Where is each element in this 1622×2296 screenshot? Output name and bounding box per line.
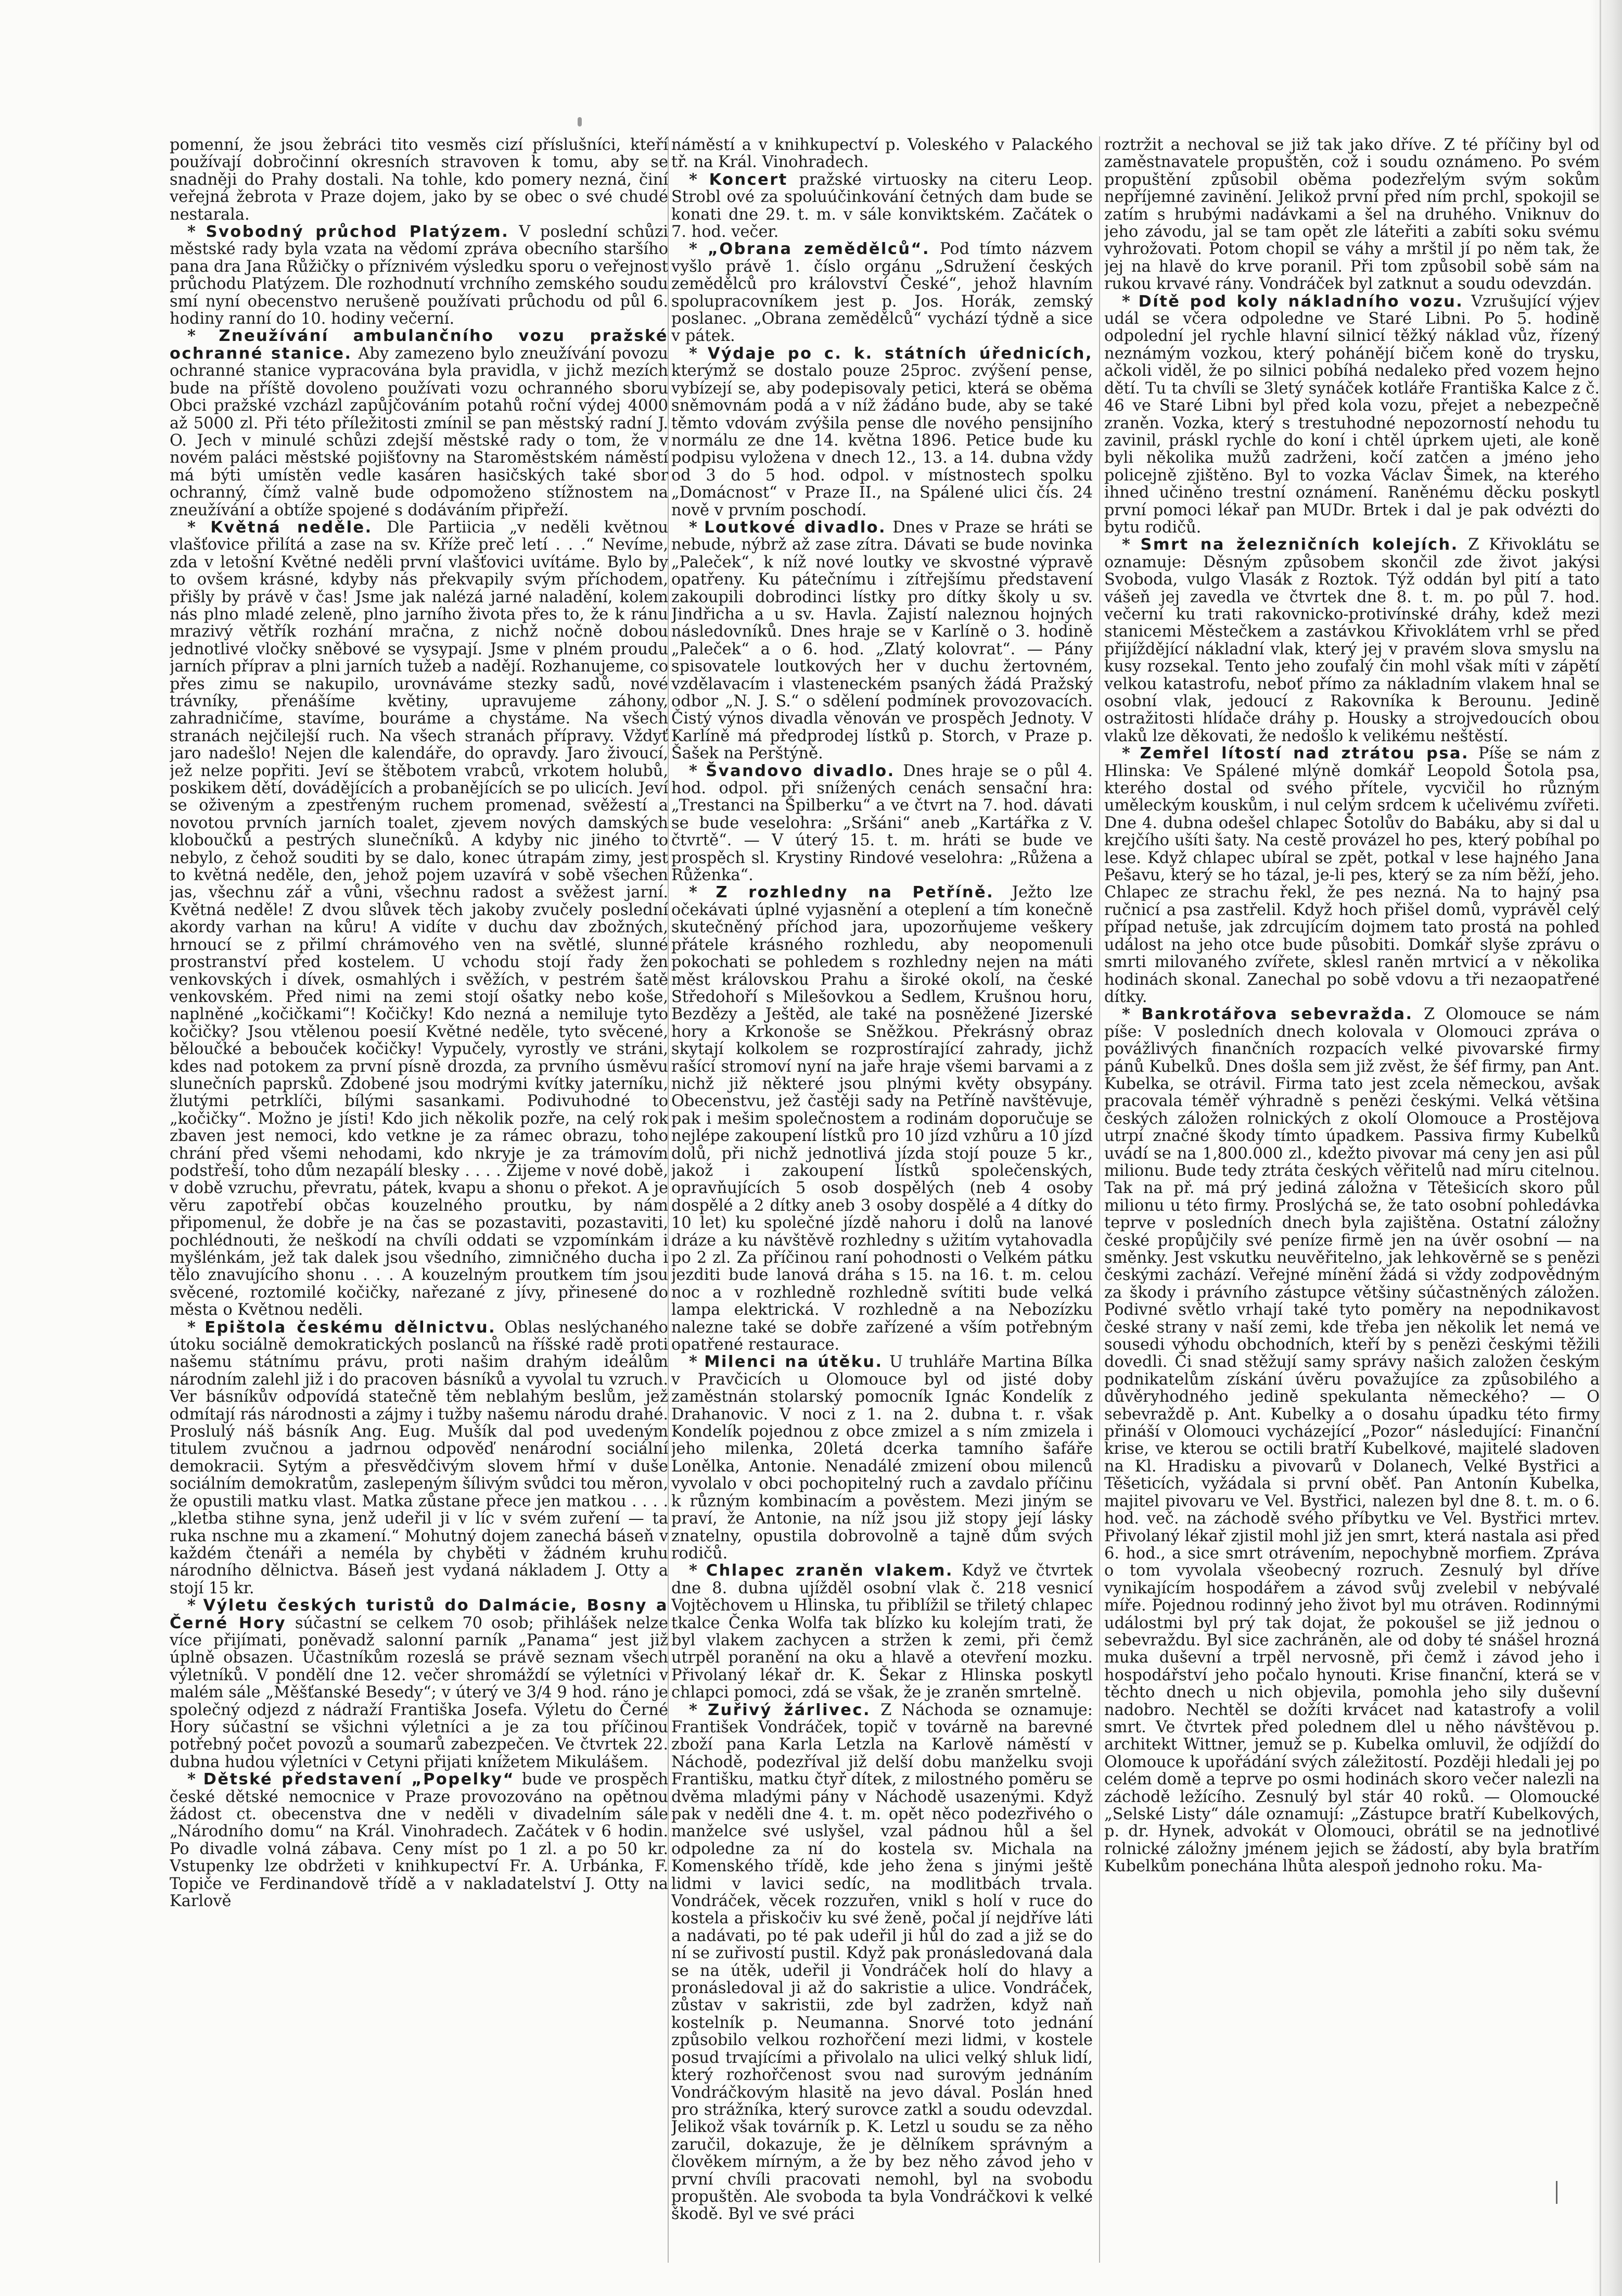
article-paragraph [170, 1319, 668, 1597]
article-paragraph [170, 327, 668, 518]
article-headline: Švandovo divadlo. [706, 762, 895, 780]
article-paragraph [671, 345, 1093, 519]
article-paragraph [671, 240, 1093, 345]
article-paragraph [671, 763, 1093, 884]
article-paragraph [170, 519, 668, 1319]
article-headline: Milenci na útěku. [704, 1353, 883, 1372]
article-bullet: * [689, 1561, 706, 1580]
article-body: Z Náchoda se oznamuje: František Vondráček, topič v továrně na barevné zboží pana Karla Letzla na Karlově náměstí v Náchodě, podezříval již delší dobu manželku svoji Františku, matku čtyř dítek, z milostného poměru se dvěma mladými pány v Náchodě usazenými. Když pak v neděli dne 4. t. m. opět něco podezřivého o manželce své uslyšel, vzal pádnou hůl a šel odpoledne za ní do kostela sv. Michala na Komenského třídě, kde jeho žena s jinými ještě lidmi v lavici sedíc, na modlitbách trvala. Vondráček, věcek rozzuřen, vnikl s holí v ruce do kostela a přiskočiv ku své ženě, počal jí nejdříve láti a nadávati, po té pak udeřil ji hůl do zad a již se do ní se zuřivostí pustil. Když pak pronásledovaná dala se na útěk, udeřil ji Vondráček holí do hlavy a pronásledoval ji až do sakristie a ulice. Vondráček, zůstav v sakristii, zde byl zadržen, když naň kostelník p. Neumanna. Snorvé toto jednání způsobilo velkou rozhořčení mezi lidmi, v kostele posud trvajícími a přivolalo na ulici velký shluk lidí, který rozhořčenost svou nad surovým jednáním Vondráčkovým hlasitě na jevo dával. Poslán hned pro strážníka, který surovce zatkl a soudu odevzdal. Jelikož však továrník p. K. Letzl u soudu se za něho zaručil, dokazuje, že je dělníkem správným a člověkem mírným, a že by bez něho závod jeho v první chvíli pracovati nemohl, byl na svobodu propuštěn. Ale svoboda ta byla Vondráčkovi k velké škodě. Byl ve své práci [671, 1701, 1093, 2224]
article-body: Z Olomouce se nám píše: V posledních dnech kolovala v Olomouci zpráva o povážlivých finančních rozpacích velké pivovarské firmy pánů Kubelků. Dnes došla sem již zvěst, že šéf firmy, pan Ant. Kubelka, se otrávil. Firma tato jest zcela německou, avšak pracovala téměř výhradně s penězi českými. Velká většina českých záložen rolnických z okolí Olomouce a Prostějova utrpí značné škody tímto úpadkem. Passiva firmy Kubelků uvádí se na 1,800.000 zl., kdežto pivovar má ceny jen asi půl milionu. Bude tedy ztráta českých věřitelů nad míru citelnou. Tak na př. má prý jediná záložna v Tětešicích skoro půl milionu u této firmy. Proslýchá se, že tato osobní pohledávka teprve v posledních dnech byla zajištěna. Ostatní záložny české propůjčily své peníze firmě jen na úvěr osobní — na směnky. Jest vskutku neuvěřitelno, jak lehkověrně se s penězi českými zachází. Veřejné mínění žádá si vždy zodpovědným za škody i právního zástupce většiny súčastněných záložen. Podivné světlo vrhají také tyto poměry na nepodnikavost české strany v naší zemi, kde třeba jen několik let nemá ve sousedi výhodu obchodních, kteří by s penězi českými těžili dovedli. Či snad stěžují samy správy našich založen českým podnikatelům získání úvěru považujíce za způsobilého a důvěryhodného jedině spekulanta německého? — O sebevraždě p. Ant. Kubelky a o dosahu úpadku této firmy přináší v Olomouci vycházející „Pozor“ následující: Finanční krise, ve kterou se octili bratří Kubelkové, majitelé sladoven na Kl. Hradisku a pivovarů v Dolanech, Velké Bystřici a Těšeticích, vyžádala si první oběť. Pan Antonín Kubelka, majitel pivovaru ve Vel. Bystřici, nalezen byl dne 8. t. m. o 6. hod. več. na záchodě svého příbytku ve Vel. Bystřici mrtev. Přivolaný lékař zjistil mohl již jen smrt, která nastala asi před 6. hod., a sice smrt otrávením, nepochybně morfiem. Zpráva o tom vyvolala všeobecný rozruch. Zesnulý byl dříve vynikajícím hospodářem a závod svůj zvelebil v nebývalé míře. Pojednou rodinný jeho život byl mu otráven. Rodinnými událostmi byl prý tak dojat, že pokoušel se již jednou o sebevraždu. Byl sice zachráněn, ale od doby té snášel hrozná muka duševní a trpěl nervosně, při čemž i závod jeho i hospodářství jeho počalo hynouti. Krise finanční, která se v těchto dnech u nich objevila, pomohla jeho sily duševní nadobro. Nechtěl se dožíti krvácet nad katastrofy a volil smrt. Ve čtvrtek před polednem dlel u něho návštěvou p. architekt Wittner, jemuž se p. Kubelka omluvil, že odjíždí do Olomouce k upořádání svých záležitostí. Později hledali jej po celém domě a teprve po osmi hodinách skoro večer nalezli na záchodě ležícího. Zesnulý byl stár 40 roků. — Olomoucké „Selské Listy“ dále oznamují: „Zástupce bratří Kubelkových, p. dr. Hynek, advokát v Olomouci, obrátil se na jednotlivé rolnické záložny jménem jejich se žádostí, aby byla bratřím Kubelkům ponechána lhůta alespoň jednoho roku. Ma- [1104, 1005, 1600, 1876]
column-1 [170, 136, 668, 2270]
article-body: súčastní se celkem 70 osob; přihlášek nelze více přijímati, poněvadž salonní parník „Panama“ jest již úplně obsazen. Účastníkům rozeslá se právě seznam všech výletníků. V pondělí dne 12. večer shromáždí se výletníci v malém sále „Měšťanské Besedy“; v úterý ve 3/4 9 hod. ráno je společný odjezd z nádraží Františka Josefa. Výletu do Černé Hory súčastní se všichni výletníci a je za tou příčinou potřebný počet povozů a soumarů zabezpečen. Ve čtvrtek 22. dubna hudou výletníci v Cetyni přijati knížetem Mikulášem. [170, 1614, 668, 1771]
article-bullet: * [689, 1700, 708, 1719]
article-body: Oblas neslýchaného útoku sociálně demokratických poslanců na říšské radě proti našemu státnímu právu, proti našim drahým ideálům národním zalehl již i do pracoven básníků a vyvolal tu vzruch. Ver básníkův odpovídá statečně těm neblahým beslům, jež odmítají rás národnosti a zájmy i tužby našemu národu drahé. Proslulý náš básník Ang. Eug. Mušík dal pod uvedeným titulem zvučnou a jadrnou odpověď nenárodní sociální demokracii. Sytým a přesvědčivým slovem hřmí v duše sociálním demokratům, zaslepeným šílivým svůdci tou měron, že opustili matku vlast. Matka zůstane přece jen matkou . . . . „kletba stihne syna, jenž udeřil ji v líc v svém zuření — ta ruka nschne mu a zkamení.“ Mohutný dojem zanechá báseň v každém čtenáři a neméla by chyběti v žádném kruhu národního dělnictva. Báseň jest vydaná nákladem J. Otty a stojí 15 kr. [170, 1318, 668, 1597]
article-body: pražské virtuosky na citeru Leop. Strobl ové za spoluúčinkování četných dam bude se konati dne 29. t. m. v sále konviktském. Začátek o 7. hod. večer. [671, 170, 1093, 242]
article-bullet: * [187, 517, 211, 537]
article-bullet: * [187, 222, 206, 242]
article-headline: Zemřel lítostí nad ztrátou psa. [1140, 744, 1470, 763]
article-body: Dle Partiicia „v neděli květnou vlašťovice přilítá a zase na sv. Kříže preč letí . . .“ Nevíme, zda v letošní Květné neděli první vlašťovici uvítáme. Bylo by to ovšem krásné, kdyby nás překvapily svým příchodem, přišly by právě v čas! Jsme jak nalézá jarné naladění, kolem nás plno mladé zeleně, plno jarního života přes to, že k ránu mrazivý větřík rozhání mračna, z nichž nočně dobou jednotlivé vločky sněbové se vysypají. Jsme v plném proudu jarních příprav a plni jarních tužeb a nadějí. Rozhanujeme, co přes zimu se nakupilo, urovnáváme stezky sadů, nové trávníky, přenášíme květiny, upravujeme záhony, zahradničíme, stavíme, bouráme a chystáme. Na všech stranách nejčilejší ruch. Na všech stranách přípravy. Vždyť jaro nadešlo! Nejen dle kalendáře, do opravdy. Jaro živoucí, jež nelze popřiti. Jeví se štěbotem vrabců, vrkotem holubů, poskikem dětí, dovádějících a probanějících se po ulicích. Jeví se oživeným a zpestřeným ruchem promenad, svěžestí a novotou prvních jarních toalet, zjevem nových damských kloboučků a pestrých slunečníků. A kdyby nic jiného to nebylo, z čehož souditi by se dalo, konec útrapám zimy, jest to květná neděle, den, jehož pojem uzavírá v sobě všechen jas, všechnu zář a vůni, všechnu radost a svěžest jarní. Květná neděle! Z dvou slůvek těch jakoby zvučely poslední akordy varhan na kůru! A vidíte v duchu dav zbožných, hrnoucí se z přilmí chrámového ven na světlé, slunné prostranství před kostelem. U vchodu stojí řady žen venkovských i dívek, osmahlých i svěžích, v pestrém šatě venkovském. Před nimi na zemi stojí ošatky nebo koše, naplněné „kočičkami“! Kočičky! Kdo nezná a nemiluje tyto kočičky? Jsou vtělenou poesií Květné neděle, tyto svěcené, běloučké a bebouček kočičky! Vypučely, vyrostly ve stráni, kdes nad potokem za první písně drozda, za prvního úsměvu slunečních paprsků. Zdobené jsou modrými kvítky jaterníku, žlutými petrklíči, bílými sasankami. Podivuhodné to „kočičky“. Možno je jísti! Kdo jich několik pozře, na celý rok zbaven jest nemoci, kdo vetkne je za rámec obrazu, toho chrání před všemi nehodami, kdo nkryje je za trámovím podstřeší, toho dům nezapálí blesky . . . . Žijeme v nové době, v době vzruchu, převratu, pátek, kvapu a shonu o překot. A je věru zapotřebí občas kouzelného proutku, by nám připomenul, že dobře je na čas se pozastaviti, pozastaviti, pochlédnouti, že neškodí na chvíli oddati se vzpomínkám i myšlénkám, jež tak dalek jsou všedního, zimničného ducha i tělo znavujícího shonu . . . A kouzelným proutkem tím jsou svěcené, roztomilé kočičky, nařezané z jívy, přinesené do města o Květnou neděli. [170, 518, 668, 1320]
article-headline: Dětské představení „Popelky“ [203, 1770, 515, 1789]
article-bullet: * [187, 1770, 203, 1789]
article-headline: Bankrotářova sebevražda. [1141, 1005, 1413, 1024]
article-body: Aby zamezeno bylo zneužívání povozu ochranné stanice vypracována byla pravidla, v jichž mezích bude na příště dovoleno používati vozu ochranného sboru Obci pražské vzcházl zapůjčováním potahů roční výdej 4000 až 5000 zl. Při této příležitosti zmínil se pan městský radní J. O. Jech v minulé schůzi zdejší městské rady o tom, že v novém paláci městské pojišťovny na Staroměstském náměstí má býti umístěn vedle kasáren hasičských také sbor ochranný, čímž valně bude odpomoženo stížnostem na zneužívání a obtíže spojené s dodáváním připřeží. [170, 344, 668, 519]
article-body: V poslední schůzi městské rady byla vzata na vědomí zpráva obecního staršího pana dra Jana Růžičky o příznivém výsledku sporu o veřejnost průchodu Platýzem. Dle rozhodnutí vrchního zemského soudu smí nyní obecenstvo nerušeně používati průchodu od půl 6. hodiny ranní do 10. hodiny večerní. [170, 223, 668, 328]
article-body: Ježto lze očekávati úplné vyjasnění a oteplení a tím konečně skutečněný příchod jara, upozorňujeme veškery přátele krásného rozhledu, aby neopomenuli pokochati se pohledem s rozhledny nejen na máti měst královskou Prahu a široké okolí, na české Středohoří s Milešovkou a Sedlem, Krušnou horu, Bezdězy a Ještěd, ale také na posněžené Jizerské hory a Krkonoše se Sněžkou. Překrásný obraz skytají kolkolem se rozprostírající zahrady, jichž rašící stromoví nyní na jaře hraje všemi barvami a z nichž již některé jsou plnými květy obsypány. Obecenstvu, jež častěji sady na Petříně navštěvuje, pak i mešim společnostem a rodinám doporučuje se nejlépe zakoupení lístků pro 10 jízd vzhůru a 10 jízd dolů, při nichž jednotlivá jízda stojí pouze 5 kr., jakož i zakoupení lístků společenských, opravňujících 5 osob dospělých (neb 4 osoby dospělé a 2 dítky aneb 3 osoby dospělé a 4 dítky do 10 let) ku společné jízdě nahoru i dolů na lanové dráze a ku návštěvě rozhledny s užitím vytahovadla po 2 zl. Za příčinou raní pohodnosti o Velkém pátku jezditi bude lanová dráha s 15. na 16. t. m. celou noc a v rozhledně rozhledně svítiti bude velká lampa elektrická. V rozhledně a na Nebozízku nalezne také se dobře zařízené a vším potřebným opatřené restaurace. [671, 883, 1093, 1354]
article-paragraph [671, 884, 1093, 1353]
article-body: Dnes hraje se o půl 4. hod. odpol. při snížených cenách sensační hra: „Trestanci na Špilberku“ a ve čtvrt na 7. hod. dávati se bude veselohra: „Sršáni“ aneb „Kartářka z V. čtvrtě“. — V úterý 15. t. m. hráti se bude ve prospěch sl. Krystiny Rindové veselohra: „Růžena a Růženka“. [671, 762, 1093, 885]
article-headline: Smrt na železničních kolejích. [1140, 536, 1459, 554]
page-edge-line [1600, 0, 1601, 2296]
article-bullet: * [689, 344, 708, 363]
article-bullet: * [187, 1317, 205, 1337]
article-paragraph [671, 171, 1093, 241]
article-body: Když ve čtvrtek dne 8. dubna ujížděl osobní vlak č. 218 vesnicí Vojtěchovem u Hlinska, tu přiblížil se třiletý chlapec tkalce Čenka Wolfa tak blízko ku kolejím trati, že byl vlakem zachycen a stržen k zemi, při čemž utrpěl poranění na oku a hlavě a otevření mozku. Přivolaný lékař dr. K. Šekar z Hlinska poskytl chlapci pomoci, zdá se však, že je zraněn smrtelně. [671, 1562, 1093, 1702]
article-body: U truhláře Martina Bílka v Pravčicích u Olomouce byl od jisté doby zaměstnán stolarský pomocník Ignác Kondelík z Drahanovic. V noci z 1. na 2. dubna t. r. však Kondelík pojednou z obce zmizel a s ním zmizela i jeho milenka, 20letá dcerka tamního šafáře Lonělka, Antonie. Nenadálé zmizení obou milenců vyvolalo v obci pochopitelný ruch a zavdalo příčinu k různým kombinacím a pověstem. Mezi jiným se praví, že Antonie, na níž jsou již stopy její lásky znatelny, opustila dobrovolně a tajně dům svých rodičů. [671, 1353, 1093, 1563]
article-body: Z Křivoklátu se oznamuje: Děsným způsobem skončil zde život jakýsi Svoboda, vulgo Vlasák z Roztok. Týž oddán byl pití a tato vášeň jej zavedla ve čtvrtek dne 8. t. m. po půl 7. hod. večerní ku trati rakovnicko-protivínské dráhy, kdež mezi stanicemi Městečkem a zastávkou Křivoklátem vrhl se před přijíždějící nákladní vlak, který jej v pravém slova smyslu na kusy rozsekal. Tento jeho zoufalý čin mohl však míti v zápětí velkou katastrofu, neboť přímo za nákladním vlakem hnal se osobní vlak, jedoucí z Rakovníka k Berounu. Jedině ostražitosti hlídače dráhy p. Housky a strojvedoucích obou vlaků lze děkovati, že nedošlo k velikému neštěstí. [1104, 536, 1600, 745]
article-paragraph [671, 519, 1093, 763]
article-bullet: * [1122, 1005, 1142, 1024]
article-bullet: * [689, 239, 708, 259]
article-bullet: * [689, 761, 706, 780]
article-bullet: * [187, 1596, 203, 1615]
article-body: náměstí a v knihkupectví p. Voleského v Palackého tř. na Král. Vinohradech. [671, 136, 1093, 172]
article-headline: Z rozhledny na Petříně. [716, 883, 994, 902]
article-headline: Zuřivý žárlivec. [708, 1701, 871, 1719]
article-bullet: * [1122, 535, 1141, 554]
article-paragraph [1104, 1006, 1600, 1875]
article-headline: Výdaje po c. k. státních úřednicích, [707, 344, 1093, 363]
article-paragraph [671, 1562, 1093, 1701]
article-body: Pod tímto názvem vyšlo právě 1. číslo orgánu „Sdružení českých zemědělců pro království České“, jehož hlavním spolupracovníkem jest p. Jos. Horák, zemský poslanec. „Obrana zemědělců“ vychází týdně a sice v pátek. [671, 240, 1093, 346]
article-headline: Svobodný průchod Platýzem. [206, 223, 509, 242]
column-rule-2 [1099, 136, 1100, 2263]
article-headline: Koncert [709, 170, 788, 189]
article-bullet: * [1122, 291, 1139, 311]
article-paragraph [1104, 136, 1600, 293]
article-headline: Dítě pod koly nákladního vozu. [1138, 292, 1464, 311]
article-paragraph [671, 136, 1093, 171]
article-headline: Loutkové divadlo. [704, 518, 887, 537]
scan-mark [1556, 2181, 1557, 2204]
article-body: Vzrušující výjev udál se včera odpoledne ve Staré Libni. Po 5. hodině odpolední jel rychle hlavní silnicí těžký náklad vůz, řízený neznámým vozkou, který pohánějí bičem koně do trysku, ačkoli viděl, že po silnici pobíhá nedaleko před vozem hejno dětí. Tu ta chvíli se 3letý synáček kotláře Františka Kalce z č. 46 ve Staré Libni byl před kola vozu, přejet a nebezpečně zraněn. Vozka, který s trestuhodné nepozorností nehodu tu zavinil, práskl rychle do koní i chtěl úprkem ujeti, ale koně byli několika mužů zadrženi, kočí zatčen a jméno jeho policejně zjištěno. Byl to vozka Václav Šimek, na kterého ihned učiněno trestní oznámení. Raněnému děcku poskytl první pomoci lékař pan MUDr. Brtek i dal je pak odvézti do bytu rodičů. [1104, 292, 1600, 537]
article-paragraph [1104, 745, 1600, 1006]
article-paragraph [170, 223, 668, 327]
article-body: bude ve prospěch české dětské nemocnice v Praze provozováno na opětnou žádost ct. obecenstva dne v neděli v divadelním sále „Národního domu“ na Král. Vinohradech. Začátek v 6 hodin. Po divadle volná zábava. Ceny míst po 1 zl. a po 50 kr. Vstupenky lze obdržeti v knihkupectví Fr. A. Urbánka, F. Topiče ve Ferdinandově třídě a v nakladatelství J. Otty na Karlově [170, 1770, 668, 1911]
article-headline: Výletu českých turistů do Dalmácie, Bosny a Černé Hory [170, 1596, 668, 1632]
article-paragraph [170, 1597, 668, 1771]
article-paragraph [1104, 293, 1600, 537]
article-headline: Zneužívání ambulančního vozu pražské ochranné stanice. [170, 327, 668, 363]
article-bullet: * [689, 883, 716, 902]
article-bullet: * [187, 326, 219, 346]
article-paragraph [671, 1702, 1093, 2223]
article-body: Dnes v Praze se hráti se nebude, nýbrž až zase zítra. Dávati se bude novinka „Paleček“, k níž nové loutky ve skvostné výpravě opatřeny. Ku pátečnímu i zítřejšímu představení zakoupili dobrodinci lístky pro dítky školy u sv. Jindřicha a u sv. Havla. Zajistí naleznou hojných následovníků. Dnes hraje se v Karlíně o 3. hodině „Paleček“ a o 6. hod. „Zlatý kolovrat“. — Pány spisovatele loutkových her v duchu žertovném, vzdělavacím i vlasteneckém psaných žádá Pražský odbor „N. J. S.“ o sdělení podmínek provozovacích. Čistý výnos divadla věnován ve prospěch Jednoty. V Karlíně má předprodej lístků p. Storch, v Praze p. Šašek na Perštýně. [671, 518, 1093, 763]
article-bullet: * [1122, 744, 1140, 763]
article-body: Píše se nám z Hlinska: Ve Spálené mlýně domkář Leopold Šotola psa, kterého dostal od svého přítele, vycvičil ho různým uměleckým kouskům, i nul celým srdcem k učelivému zvířeti. Dne 4. dubna odešel chlapec Šotolův do Babáku, aby si dal u krejčího ušíti šaty. Na cestě provázel ho pes, který pobíhal po lese. Když chlapec ubíral se zpět, potkal v lese hajného Jana Pešavu, který se ho tázal, je-li pes, který se za ním běží, jeho. Chlapec ze strachu řekl, že pes nezná. Na to hajný psa ručnicí a psa zastřelil. Když hoch přišel domů, vyprávěl celý případ netuše, jak zdrcujícím dojmem tato prostá na pohled událost na jeho otce bude působiti. Domkář slyše zprávu o smrti milovaného zvířete, sklesl raněn mrtvicí a v několika hodinách skonal. Zanechal po sobě vdovu a tři nezaopatřené dítky. [1104, 744, 1600, 1006]
article-bullet: * [689, 1352, 705, 1372]
article-paragraph [671, 1353, 1093, 1562]
article-headline: Chlapec zraněn vlakem. [706, 1562, 953, 1580]
article-body: roztržit a nechoval se již tak jako dříve. Z té příčiny byl od zaměstnavatele propuštěn, což i soudu oznámeno. Po svém propuštění způsobil oběma podezřelým svým sokům nepříjemné zavinění. Jelikož první před ním prchl, spokojil se zatím s hrubými nadávkami a šel na druhého. Vniknuv do jeho závodu, jal se tam opět zle láteřiti a zabíti soku svému vyhrožovati. Potom chopil se váhy a mrštil jí po něm tak, že jej na hlavě do krve poranil. Při tom způsobil sobě sám na rukou krvavé rány. Vondráček byl zatknut a soudu odevzdán. [1104, 136, 1600, 294]
article-headline: Epištola českému dělnictvu. [205, 1318, 496, 1337]
column-2 [671, 136, 1093, 2270]
article-paragraph [170, 1771, 668, 1910]
article-body: kterýmž se dostalo pouze 25proc. zvýšení pense, vybízejí se, aby podepisovaly petici, která se oběma sněmovnám podá a v níž žádáno bude, aby se také těmto vdovám zvýšila pense dle nového pensijního normálu ze dne 14. května 1896. Petice bude ku podpisu vyložena v dnech 12., 13. a 14. dubna vždy od 3 do 5 hod. odpol. v místnostech spolku „Domácnost“ v Praze II., na Spálené ulici čís. 24 nově v prvním poschodí. [671, 362, 1093, 519]
article-paragraph [170, 136, 668, 223]
article-bullet: * [689, 517, 705, 537]
article-bullet: * [689, 170, 709, 189]
article-headline: Květná neděle. [210, 518, 373, 537]
page-mark [578, 117, 582, 126]
article-body: pomenní, že jsou žebráci tito vesměs cizí příslušníci, kteří používají dobročinní okresních stravoven k tomu, aby se snadněji do Prahy dostali. Na tohle, kdo pomery nezná, činí veřejná žebrota v Praze dojem, jako by se obec o své chudé nestarala. [170, 136, 668, 224]
article-paragraph [1104, 536, 1600, 745]
column-3 [1104, 136, 1600, 2270]
article-headline: „Obrana zemědělců“. [707, 240, 930, 259]
